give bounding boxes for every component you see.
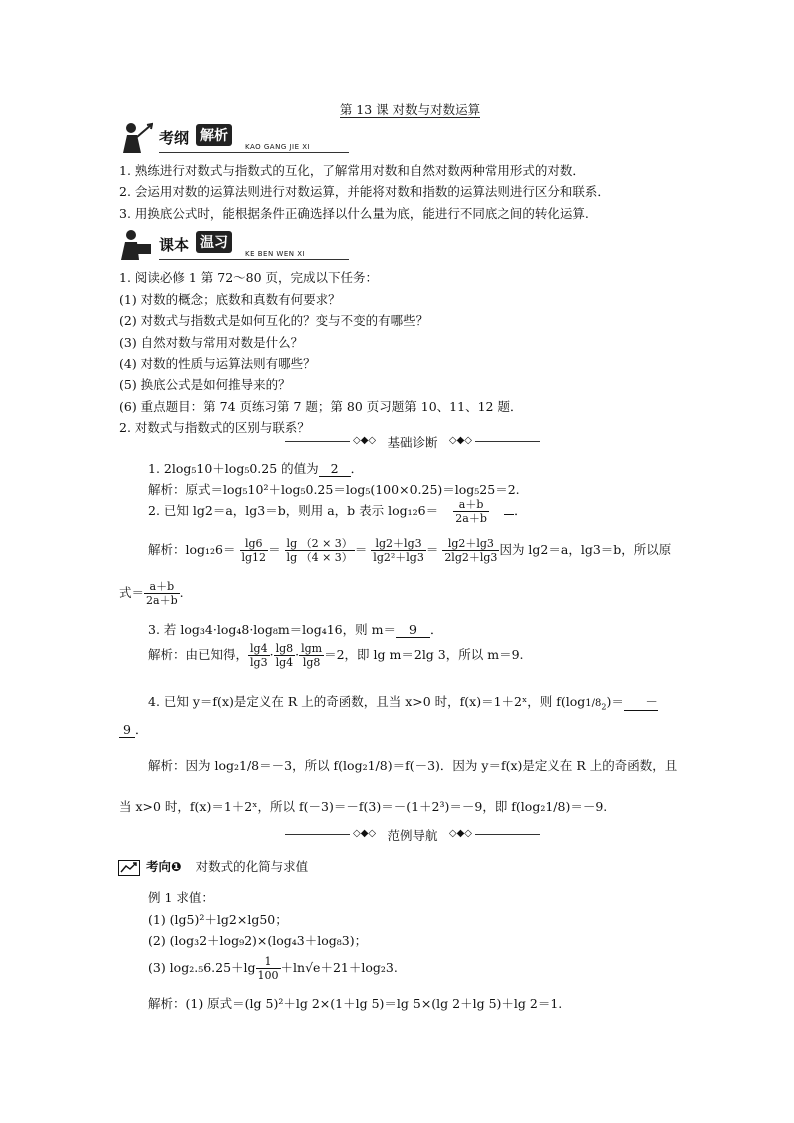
solution-2: 解析：log₁₂6＝ $\frac{\lg 6}{\lg 12}$ ＝ $\frac{\lg (2 \times 3)}{\lg (4 \times 3)}$ ＝ $\frac{\lg 2+\lg 3}{\text{lg2²＋lg3}}$ ＝ $\frac{\lg 2+\lg 3}{2\lg 2+\lg 3}$ 因为 lg2＝a，lg3＝b，所以原: [148, 537, 672, 564]
ornament-icon: ◇◆◇: [353, 828, 377, 839]
trend-arrow-icon: [118, 860, 140, 876]
example-1-item: (1) (lg5)²＋lg2×lg50；: [148, 912, 288, 927]
solution-2-cont: 式＝ $\frac{a+b}{2a+b}$ .: [119, 580, 184, 607]
kaoxiang-heading: 考向❶ 对数式的化简与求值: [118, 857, 308, 876]
ornament-icon: ◇◆◇: [448, 435, 472, 446]
reading-person-icon: [119, 228, 153, 262]
divider-label: 基础诊断: [387, 435, 438, 450]
question-2: 2. 已知 lg2＝a，lg3＝b，则用 a，b 表示 log₁₂6＝ $\frac{a+b}{2a+b}$ ．: [148, 498, 527, 525]
page-title: 第 13 课 对数与对数运算: [339, 102, 481, 117]
list-item: 1. 熟练进行对数式与指数式的互化，了解常用对数和自然对数两种常用形式的对数．: [119, 163, 585, 178]
question-3: 3. 若 log₃4·log₄8·log₈m＝log₄16，则 m＝ 9 ．: [148, 622, 443, 637]
section-header-kaogang: [119, 121, 349, 155]
divider-jichu: [285, 434, 540, 448]
section-header-kebenwenxi: [119, 228, 349, 262]
divider-fanli: [285, 827, 540, 841]
solution-4-cont: 当 x>0 时，f(x)＝1＋2ˣ，所以 f(－3)＝－f(3)＝－(1＋2³)＝－9，即 f(log₂1/8)＝－9.: [119, 799, 608, 814]
list-item: 1. 阅读必修 1 第 72～80 页，完成以下任务：: [119, 270, 379, 285]
solution-1: 解析：原式＝log₅10²＋log₅0.25＝log₅(100×0.25)＝log₅25＝2.: [148, 482, 520, 497]
section-label-boxed: 解析: [196, 124, 232, 146]
section-pinyin: KE BEN WEN XI: [245, 250, 306, 258]
list-item: (5) 换底公式是如何推导来的？: [119, 377, 291, 392]
section-underline: [159, 152, 349, 153]
solution-3: 解析：由已知得， $\frac{\lg 4}{\lg 3}$ · $\frac{\lg 8}{\lg 4}$ · $\frac{\lg m}{\lg 8}$ ＝2，即 lg m＝2lg 3，所以 m＝9.: [148, 642, 524, 669]
divider-label: 范例导航: [387, 828, 438, 843]
question-4-cont: 9 ．: [119, 720, 148, 738]
list-item: 2. 对数式与指数式的区别与联系？: [119, 420, 310, 435]
section-label: 课本: [159, 236, 190, 254]
list-item: (1) 对数的概念；底数和真数有何要求？: [119, 292, 341, 307]
list-item: (2) 对数式与指数式是如何互化的？变与不变的有哪些？: [119, 313, 429, 328]
list-item: (4) 对数的性质与运算法则有哪些？: [119, 356, 316, 371]
list-item: (6) 重点题目：第 74 页练习第 7 题；第 80 页习题第 10、11、12 题．: [119, 399, 523, 414]
example-1-solution: 解析：(1) 原式＝(lg 5)²＋lg 2×(1＋lg 5)＝lg 5×(lg 2＋lg 5)＋lg 2＝1.: [148, 996, 563, 1011]
list-item: 2. 会运用对数的运算法则进行对数运算，并能将对数和指数的运算法则进行区分和联系．: [119, 184, 610, 199]
example-1-item: (2) (log₃2＋log₉2)×(log₄3＋log₈3)；: [148, 933, 368, 948]
solution-4: 解析：因为 log₂1/8＝－3，所以 f(log₂1/8)＝f(－3)．因为 y＝f(x)是定义在 R 上的奇函数，且: [148, 758, 678, 773]
section-underline: [159, 259, 349, 260]
section-label-boxed: 温习: [196, 231, 232, 253]
section-pinyin: KAO GANG JIE XI: [245, 143, 311, 151]
section-label: 考纲: [159, 129, 190, 147]
example-1-item: (3) log₂.₅6.25＋lg $\frac{1}{100}$ ＋ln√e＋21＋log₂3.: [148, 955, 398, 982]
list-item: 3. 用换底公式时，能根据条件正确选择以什么量为底，能进行不同底之间的转化运算.: [119, 206, 589, 221]
ornament-icon: ◇◆◇: [353, 435, 377, 446]
list-item: (3) 自然对数与常用对数是什么？: [119, 335, 304, 350]
ornament-icon: ◇◆◇: [448, 828, 472, 839]
example-1-title: 例 1 求值：: [148, 890, 214, 905]
question-1: 1. 2log₅10＋log₅0.25 的值为 2 ．: [148, 461, 364, 476]
question-4: 4. 已知 y＝f(x)是定义在 R 上的奇函数，且当 x>0 时，f(x)＝1＋2ˣ，则 $f(\log 1/8_2)=$ －: [148, 694, 658, 712]
person-icon: [119, 121, 153, 155]
